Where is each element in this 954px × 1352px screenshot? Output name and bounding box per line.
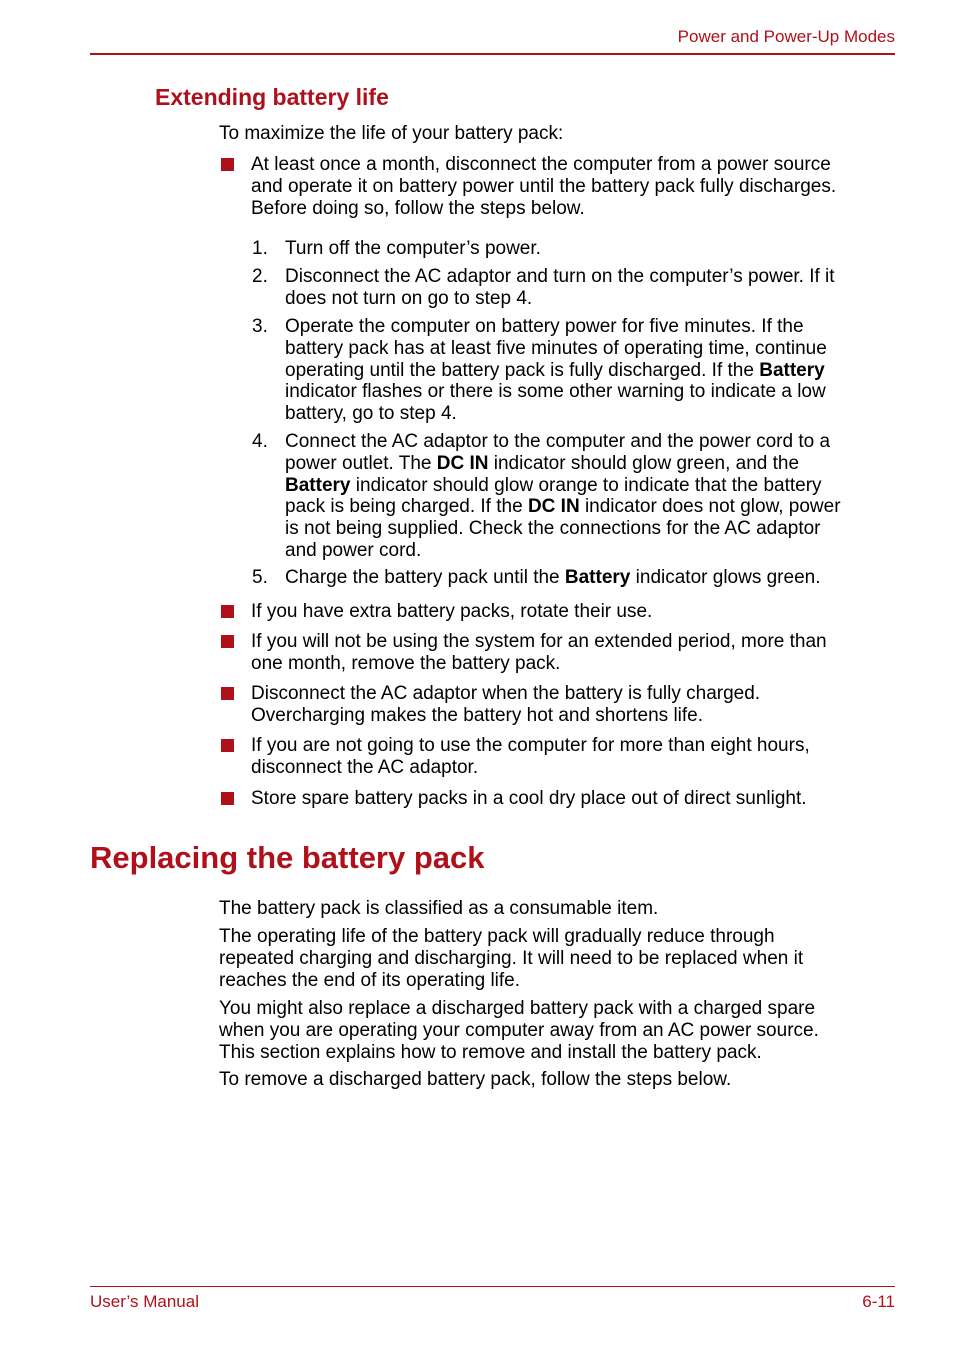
text-line bbox=[285, 567, 890, 589]
text-line: If you have extra battery packs, rotate their use. bbox=[251, 601, 653, 622]
text-line: Disconnect the AC adaptor when the battery is fully charged. bbox=[251, 683, 761, 704]
intro-paragraph: To maximize the life of your battery pack: bbox=[219, 123, 564, 144]
text-line bbox=[285, 381, 890, 403]
bullet-square-icon bbox=[221, 605, 234, 618]
text-line bbox=[285, 496, 890, 518]
text-line: If you are not going to use the computer for more than eight hours, bbox=[251, 735, 810, 756]
text-line: The battery pack is classified as a consumable item. bbox=[219, 898, 659, 919]
text-line bbox=[285, 518, 890, 540]
text-line bbox=[285, 360, 890, 382]
text-line bbox=[285, 338, 890, 360]
page-number: 6-11 bbox=[862, 1292, 895, 1311]
text-run: Charge the battery pack until the bbox=[285, 567, 565, 588]
text-run: Connect the AC adaptor to the computer and the power cord to a bbox=[285, 431, 831, 452]
text-line: This section explains how to remove and install the battery pack. bbox=[219, 1041, 762, 1063]
step-number: 2. bbox=[252, 266, 268, 287]
bullet-square-icon bbox=[221, 635, 234, 648]
bold-term: Battery bbox=[285, 474, 351, 496]
step-number: 3. bbox=[252, 316, 268, 337]
text-line: To remove a discharged battery pack, follow the steps below. bbox=[219, 1069, 732, 1090]
text-line: disconnect the AC adaptor. bbox=[251, 756, 479, 778]
text-line: Overcharging makes the battery hot and shortens life. bbox=[251, 704, 704, 726]
bold-term: Battery bbox=[759, 359, 825, 381]
text-line bbox=[285, 453, 890, 475]
text-line: when you are operating your computer away from an AC power source. bbox=[219, 1019, 819, 1041]
text-line: repeated charging and discharging. It will need to be replaced when it bbox=[219, 947, 804, 969]
section-heading-extending: Extending battery life bbox=[155, 84, 389, 110]
running-header: Power and Power-Up Modes bbox=[677, 27, 895, 46]
text-line: and operate it on battery power until the battery pack fully discharges. bbox=[251, 175, 837, 197]
section-heading-replacing: Replacing the battery pack bbox=[90, 840, 485, 875]
step-number: 1. bbox=[252, 238, 268, 259]
paragraph bbox=[219, 898, 889, 920]
text-line bbox=[285, 316, 890, 338]
text-line bbox=[285, 238, 890, 260]
header-rule bbox=[90, 53, 895, 55]
paragraph bbox=[219, 926, 889, 991]
text-line: The operating life of the battery pack will gradually reduce through bbox=[219, 926, 775, 947]
text-run: battery, go to step 4. bbox=[285, 403, 457, 425]
text-run: indicator does not glow, power bbox=[579, 496, 841, 518]
text-line: Store spare battery packs in a cool dry place out of direct sunlight. bbox=[251, 788, 807, 809]
bullet-square-icon bbox=[221, 739, 234, 752]
bullet-square-icon bbox=[221, 158, 234, 171]
bold-term: DC IN bbox=[436, 452, 489, 474]
text-run: is not being supplied. Check the connections for the AC adaptor bbox=[285, 518, 821, 540]
step-number: 5. bbox=[252, 567, 268, 588]
bullet-square-icon bbox=[221, 687, 234, 700]
text-line: one month, remove the battery pack. bbox=[251, 652, 561, 674]
text-run: indicator should glow orange to indicate that the battery bbox=[350, 474, 822, 496]
text-run: and power cord. bbox=[285, 539, 422, 561]
text-run: Turn off the computer’s power. bbox=[285, 238, 541, 259]
bullet-square-icon bbox=[221, 792, 234, 805]
text-line bbox=[285, 266, 890, 288]
text-run: indicator should glow green, and the bbox=[488, 452, 800, 474]
text-line: Before doing so, follow the steps below. bbox=[251, 197, 585, 219]
text-line bbox=[285, 288, 890, 310]
text-run: does not turn on go to step 4. bbox=[285, 287, 533, 309]
paragraph bbox=[219, 1069, 889, 1091]
text-run: indicator glows green. bbox=[630, 567, 821, 588]
text-run: Disconnect the AC adaptor and turn on the computer’s power. If it bbox=[285, 266, 835, 287]
text-run: battery pack has at least five minutes of operating time, continue bbox=[285, 337, 827, 359]
bold-term: Battery bbox=[564, 567, 631, 588]
text-line bbox=[285, 475, 890, 497]
text-line: reaches the end of its operating life. bbox=[219, 969, 521, 991]
text-run: Operate the computer on battery power for five minutes. If the bbox=[285, 316, 804, 337]
text-line bbox=[285, 431, 890, 453]
footer-rule bbox=[90, 1286, 895, 1287]
text-line: At least once a month, disconnect the computer from a power source bbox=[251, 154, 831, 175]
text-run: power outlet. The bbox=[285, 452, 437, 474]
text-run: indicator flashes or there is some other warning to indicate a low bbox=[285, 381, 826, 403]
paragraph bbox=[219, 998, 889, 1063]
text-run: pack is being charged. If the bbox=[285, 496, 528, 518]
text-run: operating until the battery pack is fully discharged. If the bbox=[285, 359, 760, 381]
bold-term: DC IN bbox=[527, 496, 580, 518]
text-line: You might also replace a discharged battery pack with a charged spare bbox=[219, 998, 816, 1019]
text-line: If you will not be using the system for an extended period, more than bbox=[251, 631, 827, 652]
footer-manual-title: User’s Manual bbox=[90, 1292, 199, 1311]
text-line bbox=[285, 403, 890, 425]
text-line bbox=[285, 540, 890, 562]
step-number: 4. bbox=[252, 431, 268, 452]
